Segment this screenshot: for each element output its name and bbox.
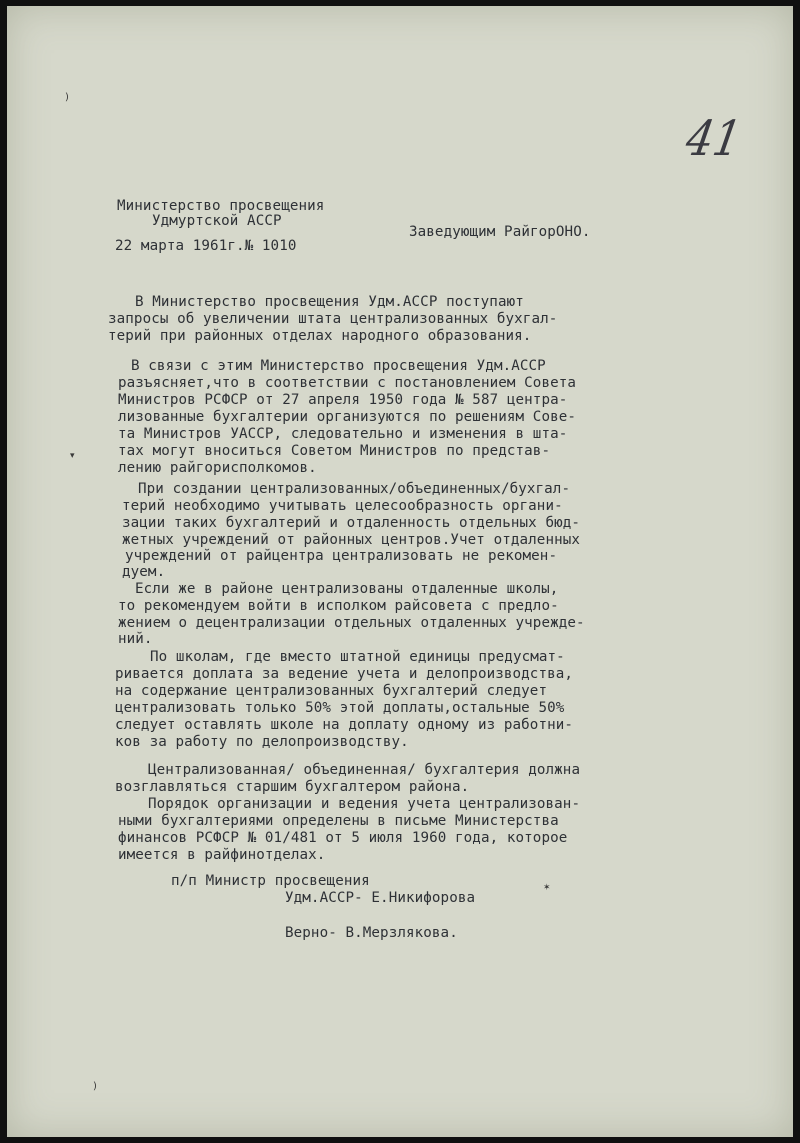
- body-line: тах могут вноситься Советом Министров по представ-: [118, 443, 551, 459]
- body-line: терий при районных отделах народного образования.: [108, 328, 532, 344]
- body-line: терий необходимо учитывать целесообразность органи-: [122, 498, 563, 514]
- body-line: В Министерство просвещения Удм.АССР поступают: [135, 294, 524, 310]
- paper-speck: ): [93, 1081, 97, 1092]
- signature-name: Удм.АССР- Е.Никифорова: [285, 890, 476, 906]
- body-line: Порядок организации и ведения учета централизован-: [148, 796, 581, 812]
- sender-republic: Удмуртской АССР: [152, 213, 282, 229]
- body-line: возглавляться старшим бухгалтером района.: [115, 779, 470, 795]
- paper-speck: ▾: [70, 451, 75, 461]
- body-line: В связи с этим Министерство просвещения Удм.АССР: [131, 358, 546, 374]
- paper-speck: ✶: [543, 883, 551, 893]
- document-sheet: [7, 6, 793, 1137]
- body-line: запросы об увеличении штата централизованных бухгал-: [108, 311, 558, 327]
- body-line: лению райгорисполкомов.: [118, 460, 317, 476]
- body-line: централизовать только 50% этой доплаты,остальные 50%: [115, 700, 565, 716]
- body-line: ными бухгалтериями определены в письме Министерства: [118, 813, 559, 829]
- body-line: финансов РСФСР № 01/481 от 5 июля 1960 года, которое: [118, 830, 568, 846]
- verified-copy: Верно- В.Мерзлякова.: [285, 925, 458, 941]
- body-line: ривается доплата за ведение учета и делопроизводства,: [115, 666, 574, 682]
- body-line: жетных учреждений от районных центров.Учет отдаленных: [122, 532, 581, 548]
- body-line: жением о децентрализации отдельных отдаленных учрежде-: [118, 615, 585, 631]
- body-line: Если же в районе централизованы отдаленные школы,: [135, 581, 559, 597]
- archive-page-number: 41: [682, 110, 746, 167]
- body-line: Централизованная/ объединенная/ бухгалтерия должна: [148, 762, 581, 778]
- body-line: на содержание централизованных бухгалтерий следует: [115, 683, 548, 699]
- body-line: дуем.: [122, 564, 166, 580]
- body-line: ний.: [118, 631, 153, 647]
- body-line: Министров РСФСР от 27 апреля 1950 года № 587 центра-: [118, 392, 568, 408]
- body-line: разъясняет,что в соответствии с постановлением Совета: [118, 375, 577, 391]
- body-line: По школам, где вместо штатной единицы предусмат-: [150, 649, 565, 665]
- body-line strike-over: то рекомендуем войти в исполком райсовета с предло-: [118, 598, 559, 614]
- body-line: учреждений от райцентра централизовать не рекомен-: [125, 548, 558, 564]
- body-line: следует оставлять школе на доплату одному из работни-: [115, 717, 574, 733]
- paper-speck: ): [65, 92, 69, 103]
- sender-ministry: Министерство просвещения: [117, 198, 325, 214]
- document-date-number: 22 марта 1961г.№ 1010: [115, 238, 297, 254]
- body-line: зации таких бухгалтерий и отдаленность отдельных бюд-: [122, 515, 581, 531]
- body-line: та Министров УАССР, следовательно и изменения в шта-: [118, 426, 568, 442]
- body-line: При создании централизованных/объединенных/бухгал-: [138, 481, 571, 497]
- body-line: ков за работу по делопроизводству.: [115, 734, 409, 750]
- signature-title: п/п Министр просвещения: [171, 873, 370, 889]
- body-line: имеется в райфинотделах.: [118, 847, 326, 863]
- body-line: лизованные бухгалтерии организуются по решениям Сове-: [118, 409, 577, 425]
- recipient: Заведующим РайгорОНО.: [409, 224, 591, 240]
